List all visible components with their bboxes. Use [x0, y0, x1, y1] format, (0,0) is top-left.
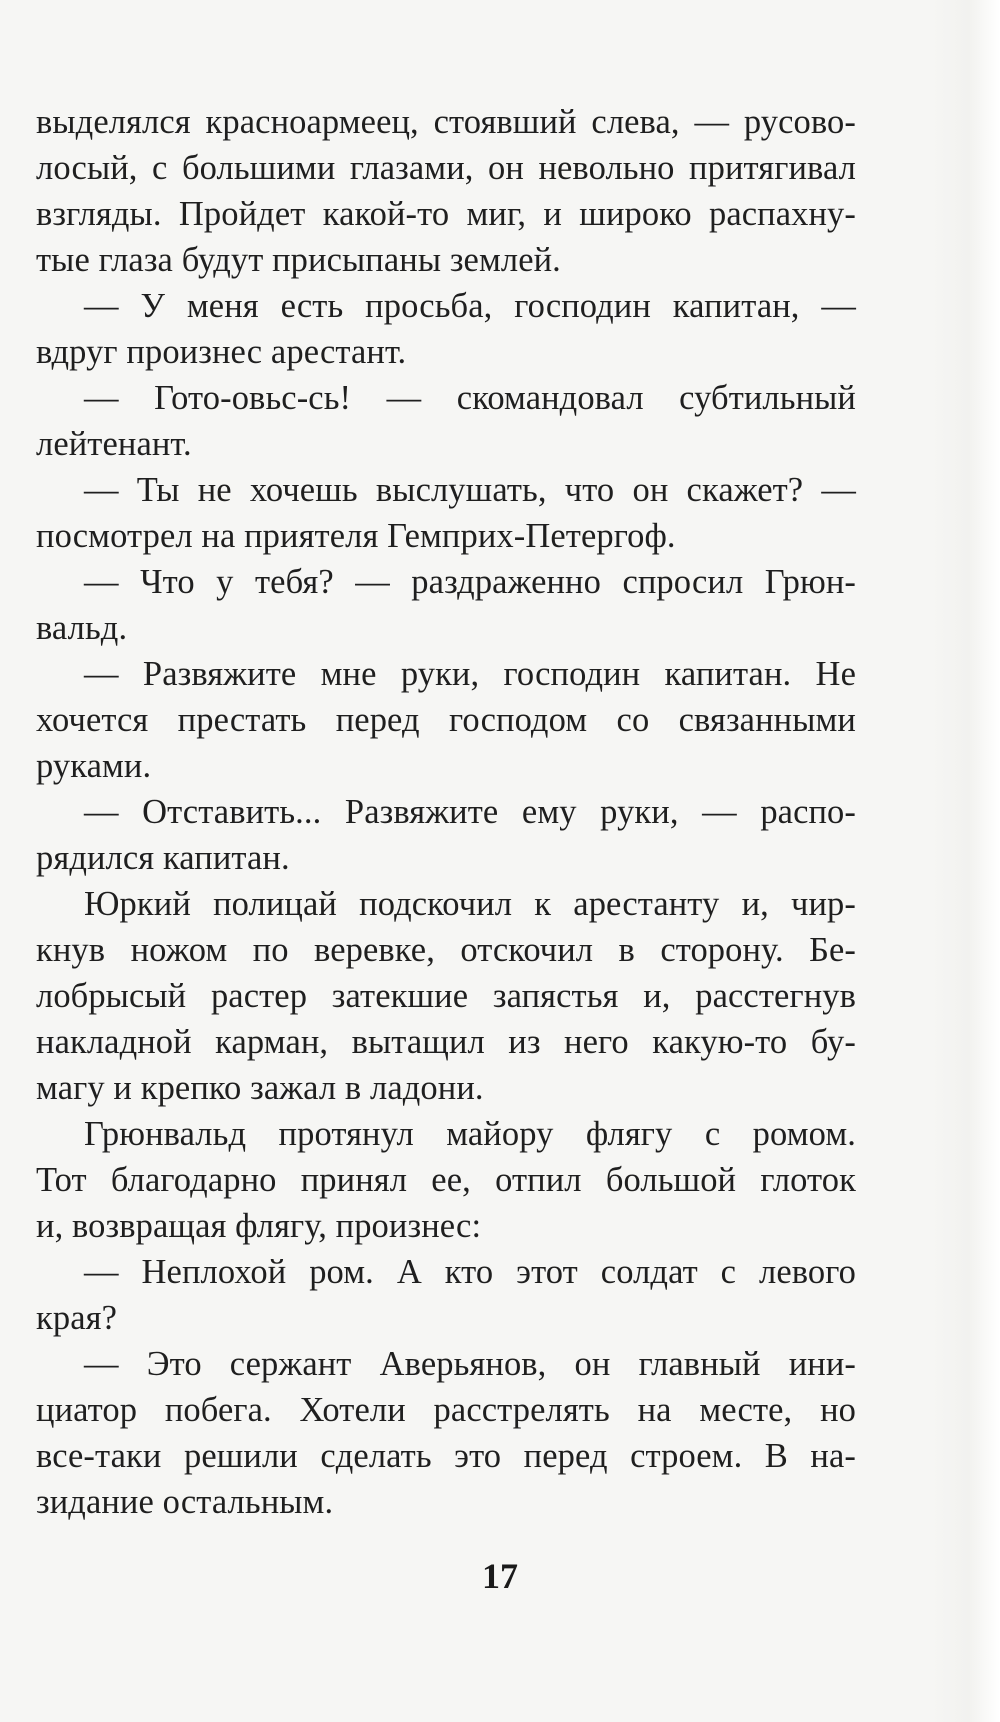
- text-line: лобрысый растер затекшие запястья и, расстегнув: [36, 977, 856, 1015]
- text-line: и, возвращая флягу, произнес:: [36, 1207, 482, 1245]
- text-line: руками.: [36, 747, 152, 785]
- text-line: Тот благодарно принял ее, отпил большой глоток: [36, 1161, 856, 1199]
- text-line: вальд.: [36, 609, 128, 647]
- text-line: хочется престать перед господом со связанными: [36, 701, 856, 739]
- text-line: накладной карман, вытащил из него какую-то бу-: [36, 1023, 856, 1061]
- text-line: кнув ножом по веревке, отскочил в сторону. Бе-: [36, 931, 856, 969]
- text-line: взгляды. Пройдет какой-то миг, и широко распахну-: [36, 195, 856, 233]
- text-line: зидание остальным.: [36, 1483, 334, 1521]
- text-line: выделялся красноармеец, стоявший слева, — русово-: [36, 103, 856, 141]
- text-line: Грюнвальд протянул майору флягу с ромом.: [84, 1115, 856, 1153]
- text-line: — Неплохой ром. А кто этот солдат с левого: [84, 1253, 856, 1291]
- text-line: вдруг произнес арестант.: [36, 333, 407, 371]
- text-line: все-таки решили сделать это перед строем. В на-: [36, 1437, 856, 1475]
- text-line: — Гото-овьс-сь! — скомандовал субтильный: [84, 379, 856, 417]
- text-line: — Развяжите мне руки, господин капитан. Не: [84, 655, 856, 693]
- text-line: тые глаза будут присыпаны землей.: [36, 241, 561, 279]
- text-line: циатор побега. Хотели расстрелять на месте, но: [36, 1391, 856, 1429]
- text-line: лосый, с большими глазами, он невольно притягивал: [36, 149, 856, 187]
- text-line: рядился капитан.: [36, 839, 290, 877]
- text-line: лейтенант.: [36, 425, 192, 463]
- text-line: Юркий полицай подскочил к арестанту и, чир-: [84, 885, 856, 923]
- text-line: — Ты не хочешь выслушать, что он скажет? —: [84, 471, 856, 509]
- text-line: — Отставить... Развяжите ему руки, — распо-: [84, 793, 856, 831]
- text-line: — Что у тебя? — раздраженно спросил Грюн-: [84, 563, 856, 601]
- text-line: края?: [36, 1299, 118, 1337]
- text-line: — Это сержант Аверьянов, он главный ини-: [84, 1345, 856, 1383]
- page-edge-shading: [930, 0, 1000, 1722]
- text-line: посмотрел на приятеля Гемприх-Петергоф.: [36, 517, 676, 555]
- page-number: 17: [482, 1556, 518, 1596]
- text-line: магу и крепко зажал в ладони.: [36, 1069, 484, 1107]
- text-line: — У меня есть просьба, господин капитан, —: [84, 287, 856, 325]
